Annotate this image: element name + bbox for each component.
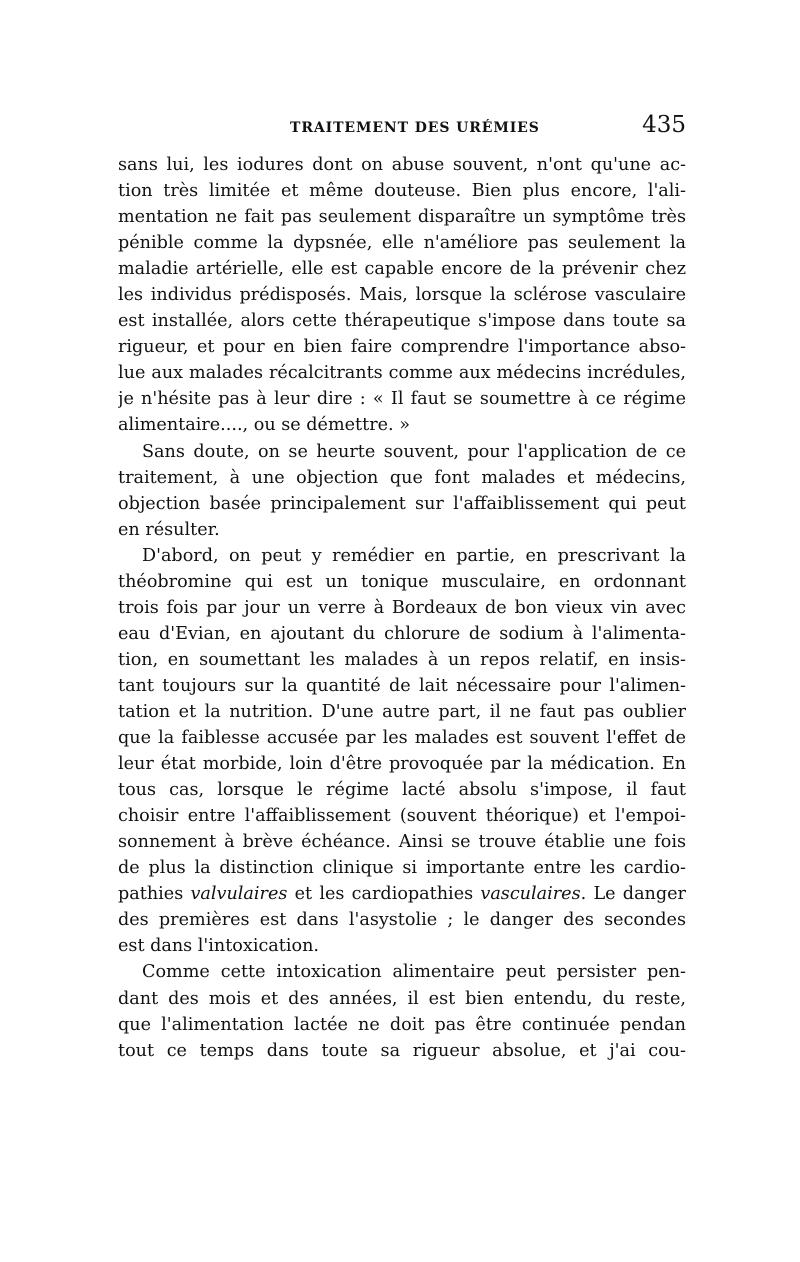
body-text [118,152,686,1064]
text-line: des premières est dans l'asystolie ; le danger des secondes [118,910,686,931]
text-line: pénible comme la dypsnée, elle n'améliore pas seulement la [118,233,686,254]
text-line: Comme cette intoxication alimentaire peut persister pen- [142,962,686,983]
text-line: tion, en soumettant les malades à un repos relatif, en insis- [118,649,686,670]
text-fragment: pathies [118,884,191,905]
italic-term: vasculaires [480,884,581,905]
text-line: est dans l'intoxication. [118,936,319,957]
running-header [118,112,686,144]
text-line: objection basée principalement sur l'affaiblissement qui peut [118,493,686,514]
text-line: théobromine qui est un tonique musculaire, en ordonnant [118,571,686,592]
text-line: sans lui, les iodures dont on abuse souvent, n'ont qu'une ac- [118,155,686,175]
text-line: choisir entre l'affaiblissement (souvent théorique) et l'empoi- [118,806,686,827]
text-line: alimentaire...., ou se démettre. » [118,415,410,436]
text-line: les individus prédisposés. Mais, lorsque la sclérose vasculaire [118,285,686,306]
text-line: tion très limitée et même douteuse. Bien plus encore, l'ali- [118,181,686,202]
text-fragment: . Le danger [580,884,686,905]
text-line: tant toujours sur la quantité de lait nécessaire pour l'alimen- [118,675,686,696]
text-line: mentation ne fait pas seulement disparaître un symptôme très [118,207,686,228]
text-line-with-italics [118,881,686,907]
text-line: trois fois par jour un verre à Bordeaux de bon vieux vin avec [118,597,686,618]
text-line: rigueur, et pour en bien faire comprendre l'importance abso- [118,337,686,358]
text-line: tation et la nutrition. D'une autre part, il ne faut pas oublier [118,701,686,722]
text-line: leur état morbide, loin d'être provoquée par la médication. En [118,754,686,775]
text-line: traitement, à une objection que font malades et médecins, [118,467,686,488]
text-line: de plus la distinction clinique si importante entre les cardio- [118,858,686,879]
text-line: que la faiblesse accusée par les malades est souvent l'effet de [118,728,686,749]
text-line: est installée, alors cette thérapeutique s'impose dans toute sa [118,311,686,332]
italic-term: valvulaires [190,884,288,905]
text-fragment: et les cardiopathies [287,884,481,905]
text-line: eau d'Evian, en ajoutant du chlorure de sodium à l'alimenta- [118,623,686,644]
text-line: je n'hésite pas à leur dire : « Il faut se soumettre à ce régime [118,389,686,410]
page-number: 435 [642,112,686,138]
text-line: tous cas, lorsque le régime lacté absolu s'impose, il faut [118,780,686,801]
text-line: maladie artérielle, elle est capable encore de la prévenir chez [118,259,686,280]
running-title: TRAITEMENT DES URÉMIES [290,120,540,136]
text-line: Sans doute, on se heurte souvent, pour l'application de ce [142,441,686,462]
text-line: sonnement à brève échéance. Ainsi se trouve établie une fois [118,832,686,853]
text-line: que l'alimentation lactée ne doit pas être continuée pendan [118,1014,686,1035]
text-line: lue aux malades récalcitrants comme aux médecins incrédules, [118,363,686,384]
text-line: tout ce temps dans toute sa rigueur absolue, et j'ai cou- [118,1040,686,1061]
text-line: dant des mois et des années, il est bien entendu, du reste, [118,988,686,1009]
text-line: en résulter. [118,519,220,540]
text-line: D'abord, on peut y remédier en partie, en prescrivant la [142,545,686,566]
